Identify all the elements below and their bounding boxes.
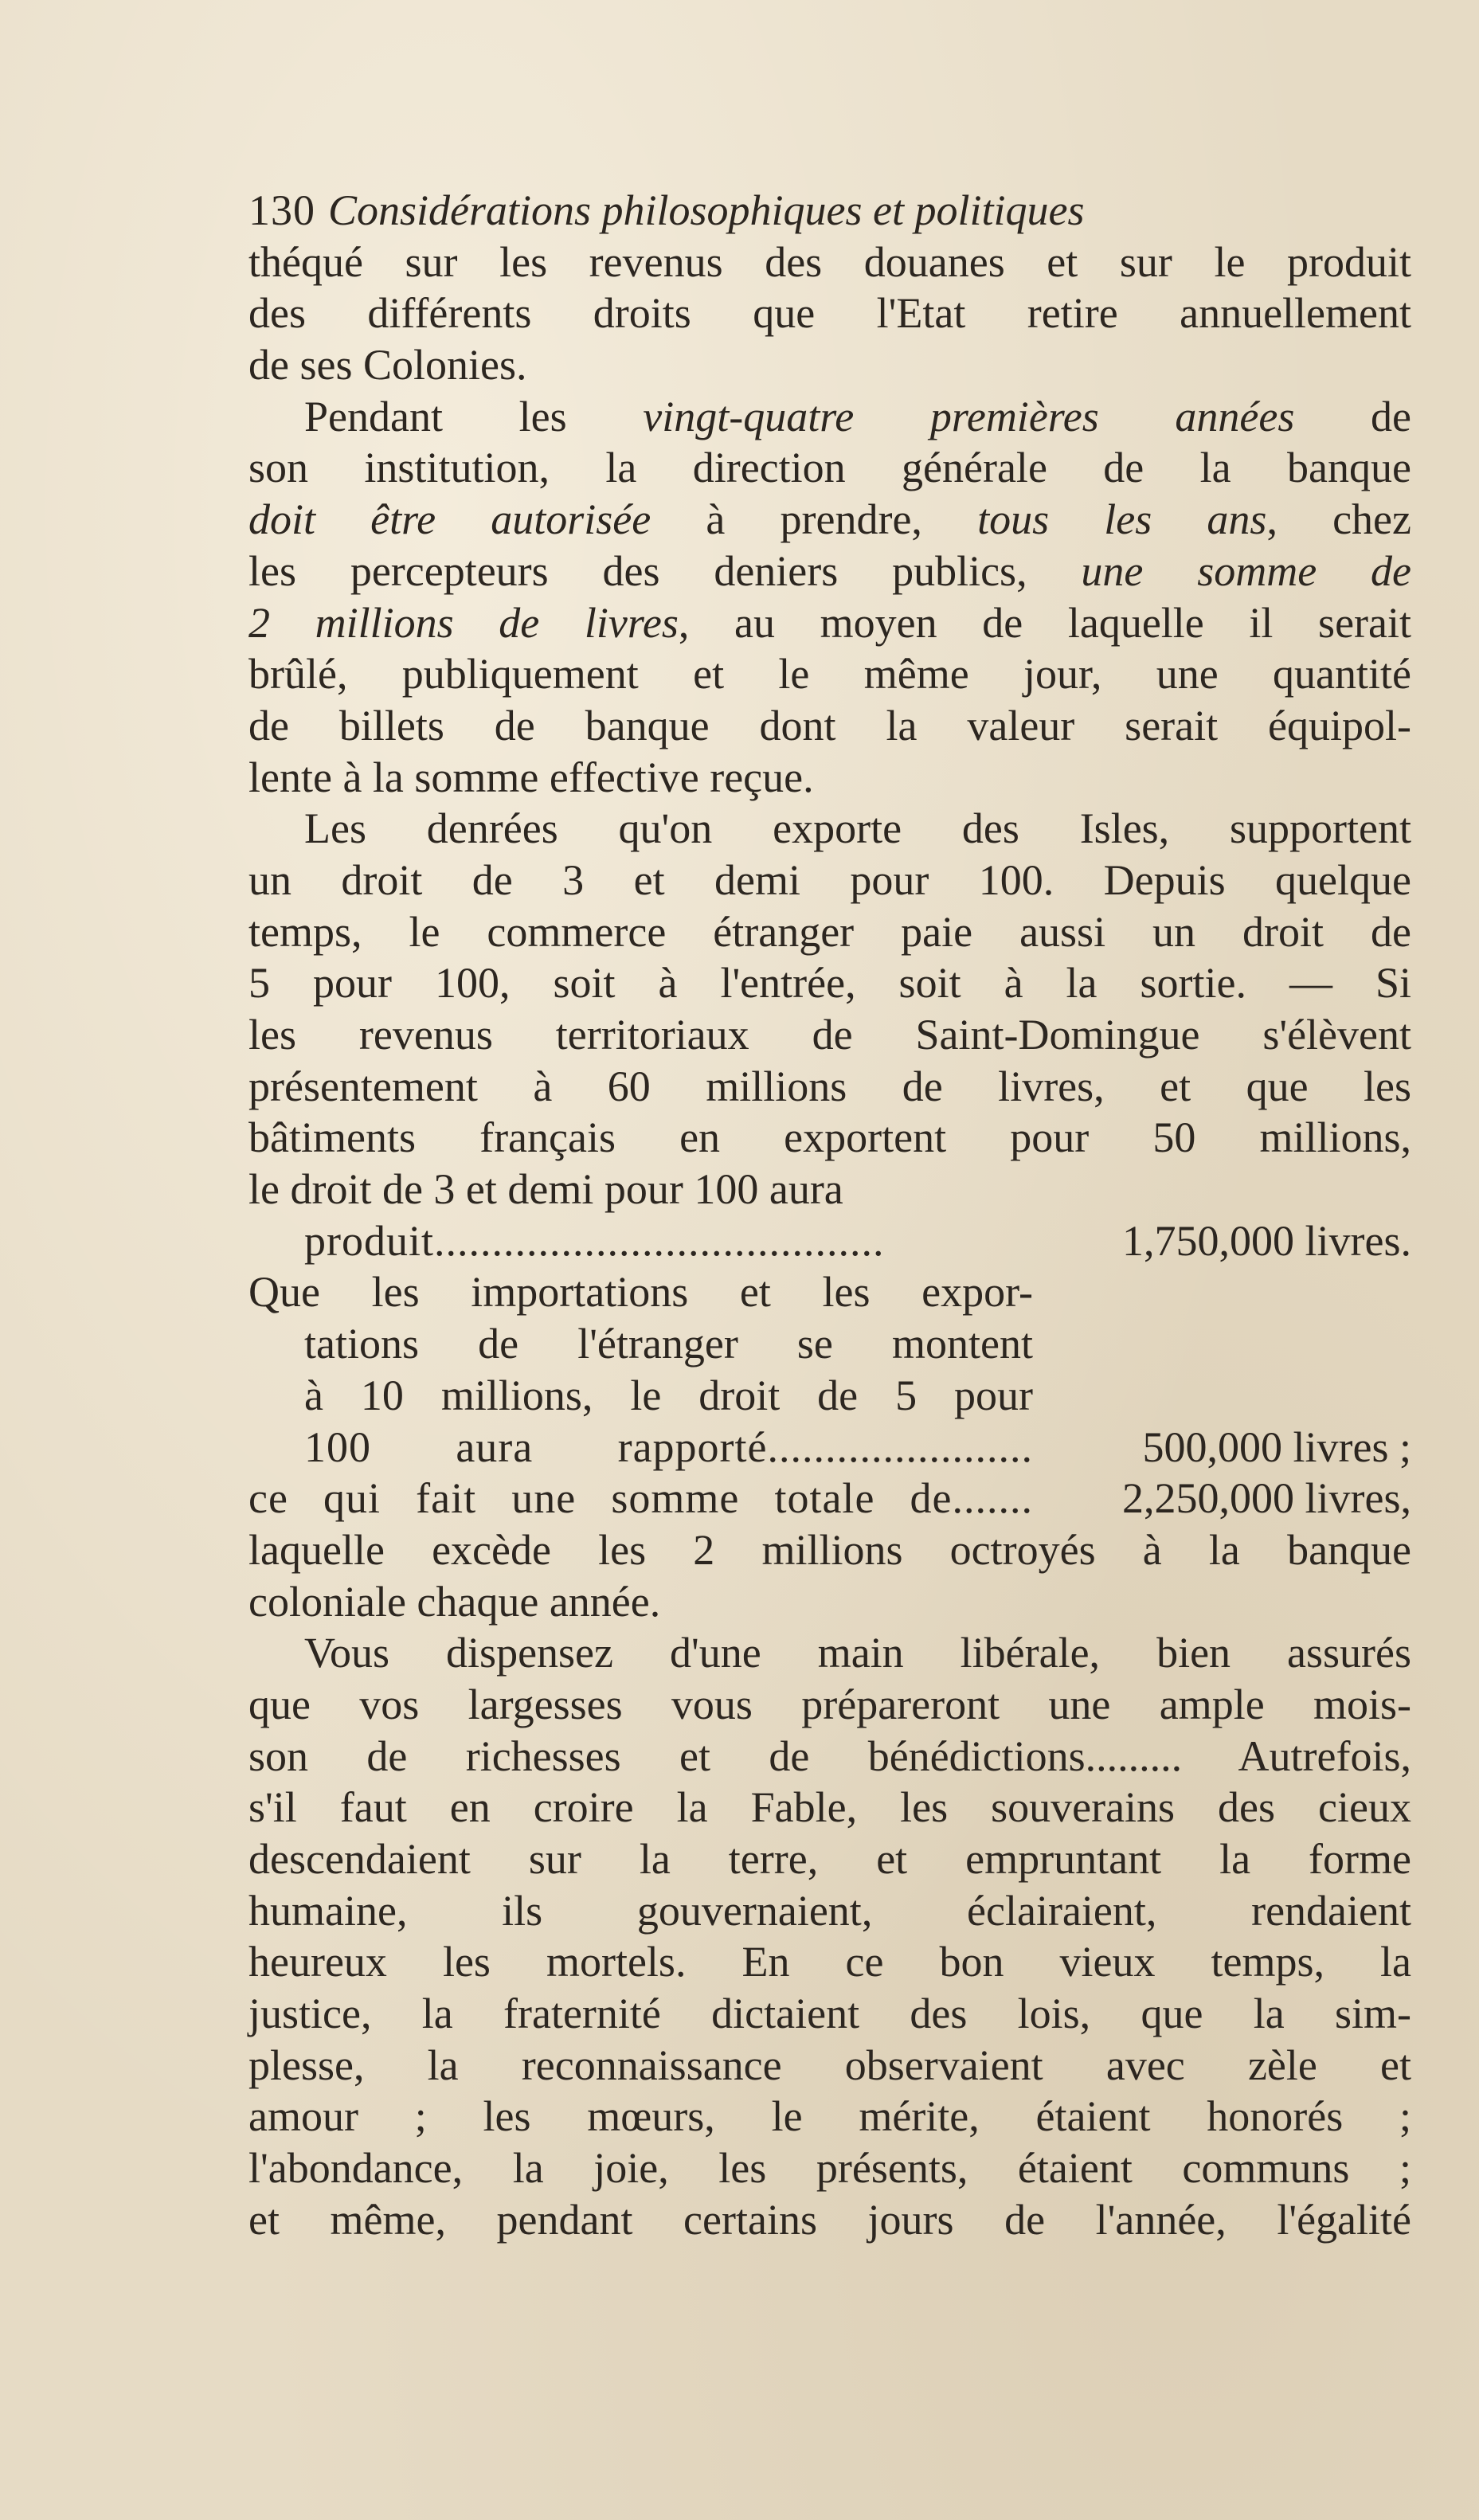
text-span: les percepteurs des deniers publics, [248,546,1082,595]
text-line: que vos largesses vous prépareront une ample mois- [248,1680,1411,1728]
ledger-row [248,1473,1411,1524]
text-line: de billets de banque dont la valeur serait équipol- [248,701,1411,749]
text-line: lente à la somme effective reçue. [248,753,814,801]
text-span: , au moyen de laquelle il serait [678,598,1411,647]
ledger-row [248,1370,1411,1422]
text-span: à prendre, [651,495,978,544]
text-line: temps, le commerce étranger paie aussi un droit de [248,907,1411,956]
page-number: 130 [248,186,315,234]
text-line: brûlé, publiquement et le même jour, une quantité [248,650,1411,698]
running-header [248,185,1411,237]
running-head-title: Considérations philosophiques et politiques [328,186,1085,234]
text-span: , chez [1266,495,1411,544]
text-line: coloniale chaque année. [248,1577,661,1626]
text-line: Les denrées qu'on exporte des Isles, supportent [304,804,1411,853]
ledger-label: produit....................................... [304,1216,885,1265]
text-line: un droit de 3 et demi pour 100. Depuis quelque [248,855,1411,904]
italic-span: doit être autorisée [248,495,651,544]
ledger-row [248,1318,1411,1370]
ledger-label: à 10 millions, le droit de 5 pour [304,1371,1033,1419]
text-line [248,391,1411,443]
text-line [248,494,1411,546]
text-line: son de richesses et de bénédictions......... Autrefois, [248,1732,1411,1780]
text-line: des différents droits que l'Etat retire annuellement [248,289,1411,338]
italic-span: une somme de [1081,546,1411,595]
text-line: 5 pour 100, soit à l'entrée, soit à la sortie. — Si [248,959,1411,1008]
ledger-row [248,1422,1411,1473]
ledger-row [248,1266,1411,1318]
text-line: les revenus territoriaux de Saint-Domingue s'élèvent [248,1011,1411,1058]
ledger-amount: 500,000 livres ; [1142,1422,1411,1471]
ledger-label: Que les importations et les expor- [248,1268,1033,1317]
ledger-amount: 2,250,000 livres, [1122,1474,1411,1523]
italic-span: tous les ans [977,495,1267,544]
text-line: Vous dispensez d'une main libérale, bien assurés [304,1629,1411,1677]
text-line: de ses Colonies. [248,341,527,389]
text-line [248,597,1411,649]
ledger-label: ce qui fait une somme totale de....... [248,1474,1033,1523]
text-line: son institution, la direction générale de la banque [248,444,1411,492]
text-line: l'abondance, la joie, les présents, étaient communs ; [248,2144,1411,2193]
text-line: présentement à 60 millions de livres, et que les [248,1062,1411,1110]
text-line: plesse, la reconnaissance observaient avec zèle et [248,2041,1411,2089]
ledger-label: 100 aura rapporté....................... [304,1422,1033,1471]
text-line: bâtiments français en exportent pour 50 millions, [248,1113,1411,1162]
ledger-label: tations de l'étranger se montent [304,1320,1033,1368]
text-line: et même, pendant certains jours de l'année, l'égalité [248,2195,1411,2244]
text-line: heureux les mortels. En ce bon vieux temps, la [248,1938,1411,1986]
text-line: théqué sur les revenus des douanes et sur le produit [248,237,1411,286]
text-line: amour ; les mœurs, le mérite, étaient honorés ; [248,2092,1411,2141]
text-line: laquelle excède les 2 millions octroyés à la banque [248,1525,1411,1574]
text-line: humaine, ils gouvernaient, éclairaient, rendaient [248,1886,1411,1935]
page-text [248,185,1411,2246]
text-line [248,546,1411,597]
text-line: le droit de 3 et demi pour 100 aura [248,1165,843,1214]
text-span: de [1294,392,1411,440]
text-line: justice, la fraternité dictaient des lois, que la sim- [248,1990,1411,2038]
text-span: Pendant les [304,392,644,440]
text-line: s'il faut en croire la Fable, les souverains des cieux [248,1783,1411,1832]
ledger-amount: 1,750,000 livres. [1122,1216,1411,1265]
italic-span: vingt-quatre premières années [643,392,1295,440]
italic-span: 2 millions de livres [248,598,679,647]
text-line: descendaient sur la terre, et empruntant la forme [248,1835,1411,1883]
ledger-row [248,1215,1411,1267]
